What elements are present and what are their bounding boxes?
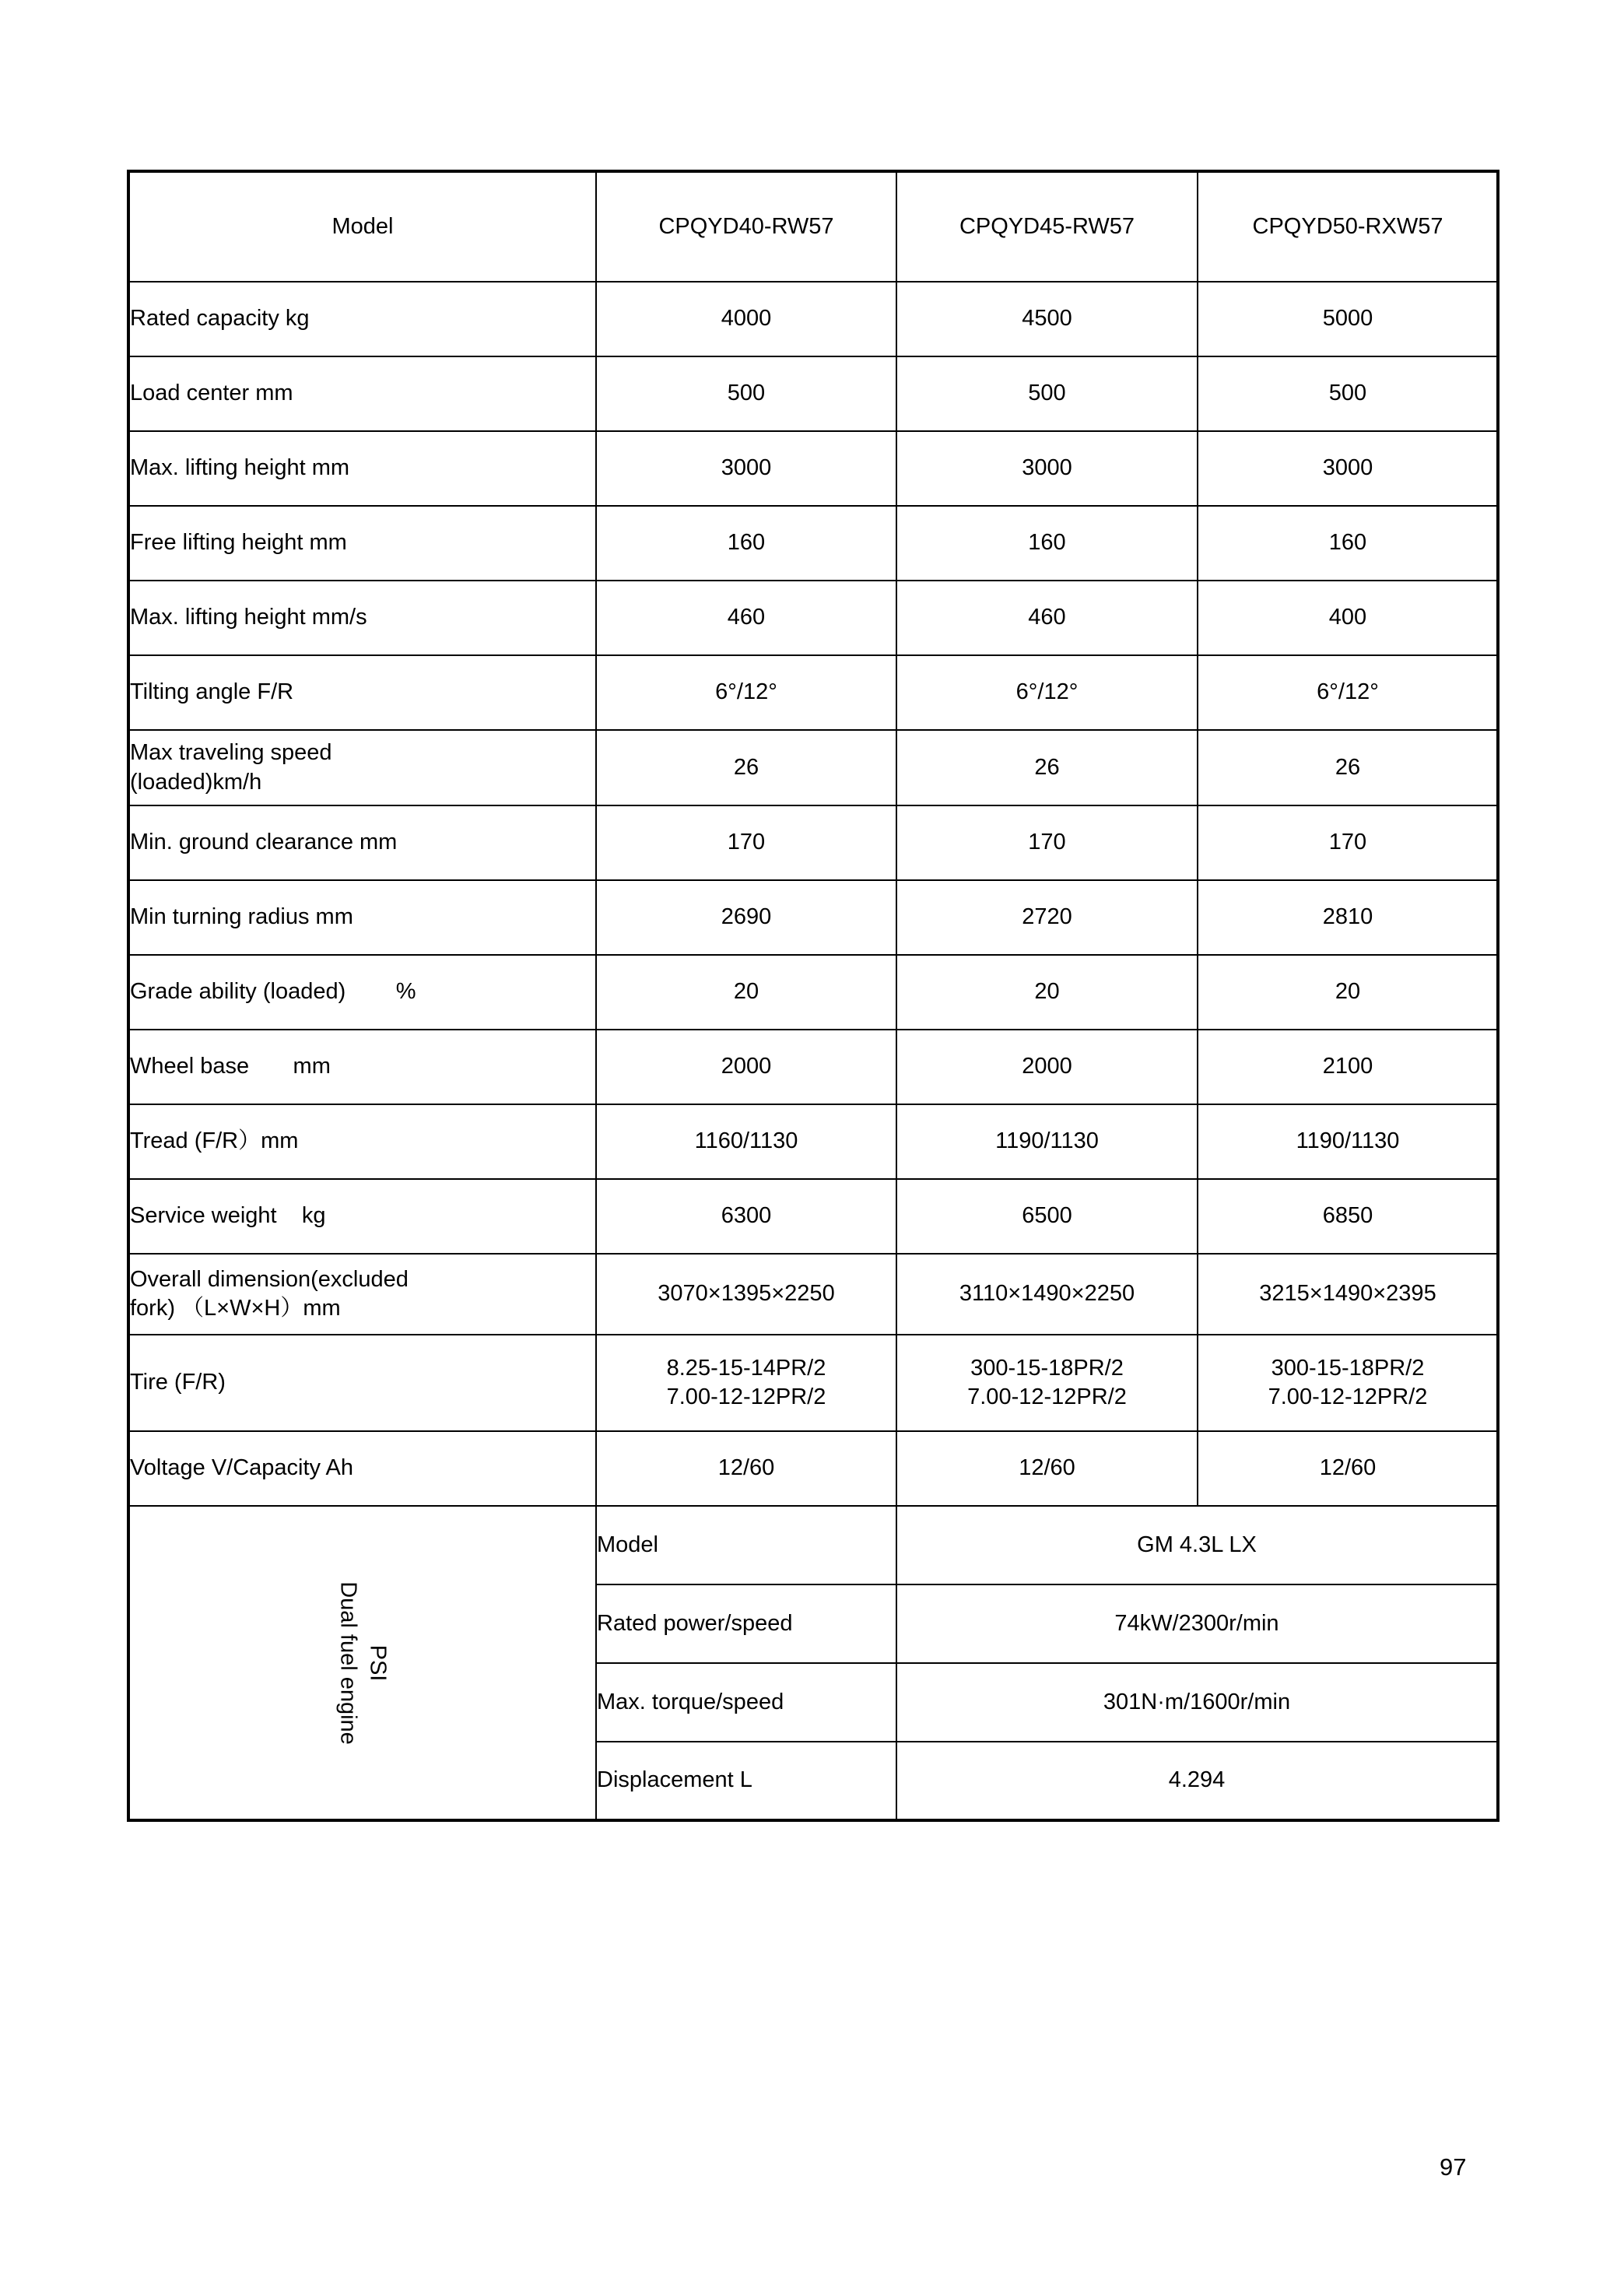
row-value: 500 <box>596 356 896 431</box>
row-value-line2: 7.00-12-12PR/2 <box>666 1384 826 1409</box>
engine-group-label-line2: Dual fuel engine <box>336 1581 361 1745</box>
row-value: 6500 <box>896 1179 1198 1254</box>
engine-row-label: Displacement L <box>596 1742 896 1820</box>
row-value: 12/60 <box>896 1431 1198 1506</box>
row-label: Max. lifting height mm/s <box>128 581 596 655</box>
row-value: 2100 <box>1198 1030 1498 1104</box>
table-row <box>128 431 1498 506</box>
engine-row-value: 74kW/2300r/min <box>896 1584 1498 1663</box>
row-value: 3070×1395×2250 <box>596 1254 896 1335</box>
row-value: 6850 <box>1198 1179 1498 1254</box>
engine-row <box>128 1506 1498 1584</box>
row-value: 160 <box>896 506 1198 581</box>
row-label: Rated capacity kg <box>128 282 596 356</box>
row-value: 500 <box>1198 356 1498 431</box>
row-value: 12/60 <box>596 1431 896 1506</box>
table-row <box>128 1254 1498 1335</box>
row-value: 460 <box>596 581 896 655</box>
row-value: 4500 <box>896 282 1198 356</box>
row-label: Min turning radius mm <box>128 880 596 955</box>
row-label: Max. lifting height mm <box>128 431 596 506</box>
row-value: 2720 <box>896 880 1198 955</box>
row-value: 170 <box>896 805 1198 880</box>
row-value-line1: 300-15-18PR/2 <box>1271 1355 1425 1381</box>
row-value <box>1198 1335 1498 1431</box>
header-model-2: CPQYD45-RW57 <box>896 171 1198 282</box>
table-row <box>128 1030 1498 1104</box>
row-value: 26 <box>596 730 896 805</box>
engine-row-value: GM 4.3L LX <box>896 1506 1498 1584</box>
row-value: 2000 <box>896 1030 1198 1104</box>
row-value: 4000 <box>596 282 896 356</box>
engine-group-label-line1: PSI <box>365 1644 391 1681</box>
row-value <box>896 1335 1198 1431</box>
table-row <box>128 730 1498 805</box>
row-label: Tire (F/R) <box>128 1335 596 1431</box>
table-row <box>128 805 1498 880</box>
row-value-line1: 8.25-15-14PR/2 <box>666 1355 826 1381</box>
row-value: 20 <box>596 955 896 1030</box>
row-value: 500 <box>896 356 1198 431</box>
row-value: 3000 <box>596 431 896 506</box>
row-value: 3000 <box>1198 431 1498 506</box>
row-label-line2: (loaded)km/h <box>130 769 262 795</box>
row-value: 6°/12° <box>896 655 1198 730</box>
table-row <box>128 655 1498 730</box>
table-row <box>128 1179 1498 1254</box>
row-label-line1: Max traveling speed <box>130 740 332 766</box>
row-label-line2: fork) （L×W×H）mm <box>130 1296 341 1321</box>
row-label: Wheel base mm <box>128 1030 596 1104</box>
table-row <box>128 581 1498 655</box>
row-value <box>596 1335 896 1431</box>
engine-row-value: 4.294 <box>896 1742 1498 1820</box>
row-value-line2: 7.00-12-12PR/2 <box>1268 1384 1428 1409</box>
table-header-row <box>128 171 1498 282</box>
table-row <box>128 880 1498 955</box>
engine-row-value: 301N·m/1600r/min <box>896 1663 1498 1742</box>
table-row <box>128 1335 1498 1431</box>
row-label <box>128 730 596 805</box>
row-value: 6°/12° <box>596 655 896 730</box>
row-label: Grade ability (loaded) % <box>128 955 596 1030</box>
row-value: 170 <box>1198 805 1498 880</box>
header-model-3: CPQYD50-RXW57 <box>1198 171 1498 282</box>
row-value: 460 <box>896 581 1198 655</box>
row-value: 160 <box>1198 506 1498 581</box>
table-row <box>128 1104 1498 1179</box>
engine-row-label: Model <box>596 1506 896 1584</box>
row-value: 5000 <box>1198 282 1498 356</box>
row-value: 26 <box>1198 730 1498 805</box>
row-label <box>128 1254 596 1335</box>
row-label: Load center mm <box>128 356 596 431</box>
row-value-line2: 7.00-12-12PR/2 <box>967 1384 1127 1409</box>
row-label: Tread (F/R）mm <box>128 1104 596 1179</box>
table-row <box>128 356 1498 431</box>
row-value: 1190/1130 <box>1198 1104 1498 1179</box>
row-label: Min. ground clearance mm <box>128 805 596 880</box>
table-row <box>128 282 1498 356</box>
row-label: Tilting angle F/R <box>128 655 596 730</box>
row-value-line1: 300-15-18PR/2 <box>970 1355 1124 1381</box>
table-row <box>128 506 1498 581</box>
table-row <box>128 955 1498 1030</box>
forklift-specification-table <box>127 170 1499 1822</box>
row-value: 6°/12° <box>1198 655 1498 730</box>
row-value: 12/60 <box>1198 1431 1498 1506</box>
engine-row-label: Max. torque/speed <box>596 1663 896 1742</box>
row-value: 3110×1490×2250 <box>896 1254 1198 1335</box>
header-label-model: Model <box>128 171 596 282</box>
engine-group-label <box>128 1506 596 1820</box>
row-value: 2810 <box>1198 880 1498 955</box>
row-label-line1: Overall dimension(excluded <box>130 1266 409 1292</box>
page-number: 97 <box>1440 2153 1467 2181</box>
row-value: 20 <box>896 955 1198 1030</box>
row-value: 26 <box>896 730 1198 805</box>
row-value: 160 <box>596 506 896 581</box>
row-label: Service weight kg <box>128 1179 596 1254</box>
row-value: 1190/1130 <box>896 1104 1198 1179</box>
row-label: Free lifting height mm <box>128 506 596 581</box>
row-value: 2000 <box>596 1030 896 1104</box>
row-value: 400 <box>1198 581 1498 655</box>
row-value: 170 <box>596 805 896 880</box>
row-label: Voltage V/Capacity Ah <box>128 1431 596 1506</box>
row-value: 1160/1130 <box>596 1104 896 1179</box>
row-value: 20 <box>1198 955 1498 1030</box>
table-row <box>128 1431 1498 1506</box>
engine-row-label: Rated power/speed <box>596 1584 896 1663</box>
row-value: 2690 <box>596 880 896 955</box>
row-value: 3215×1490×2395 <box>1198 1254 1498 1335</box>
header-model-1: CPQYD40-RW57 <box>596 171 896 282</box>
row-value: 6300 <box>596 1179 896 1254</box>
row-value: 3000 <box>896 431 1198 506</box>
